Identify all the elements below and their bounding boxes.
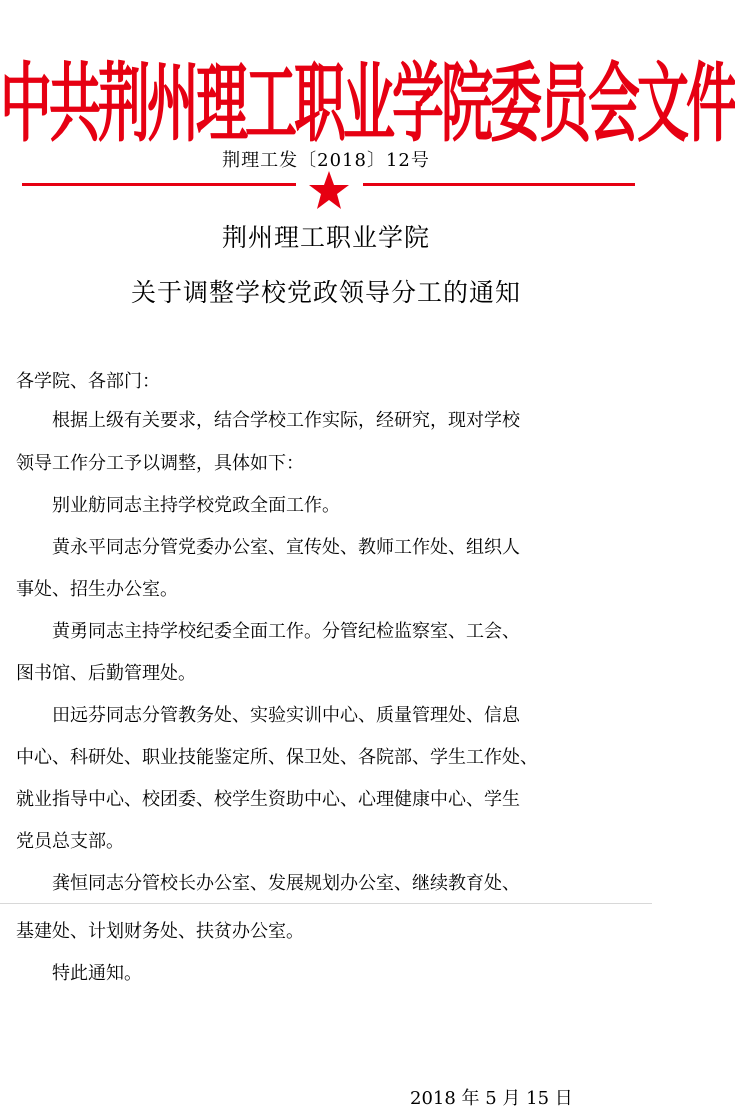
- red-rule-left: [22, 183, 296, 186]
- paragraph-line: 黄勇同志主持学校纪委全面工作。分管纪检监察室、工会、: [52, 621, 520, 642]
- paragraph-line: 田远芬同志分管教务处、实验实训中心、质量管理处、信息: [52, 705, 520, 726]
- red-rule-right: [363, 183, 635, 186]
- closing-line: 特此通知。: [52, 963, 142, 984]
- page-break-divider: [0, 903, 652, 904]
- paragraph-line: 基建处、计划财务处、扶贫办公室。: [16, 921, 304, 942]
- masthead: 中共荆州理工职业学院委员会文件: [0, 55, 735, 155]
- paragraph-line: 领导工作分工予以调整，具体如下：: [16, 453, 304, 474]
- title-school-name: 荆州理工职业学院: [221, 223, 430, 252]
- document-number: 荆理工发〔2018〕12号: [222, 150, 430, 171]
- paragraph-line: 根据上级有关要求，结合学校工作实际，经研究，现对学校: [52, 410, 520, 431]
- paragraph-line: 中心、科研处、职业技能鉴定所、保卫处、各院部、学生工作处、: [16, 747, 538, 768]
- paragraph-line: 事处、招生办公室。: [16, 579, 178, 600]
- title-notice-subject: 关于调整学校党政领导分工的通知: [130, 278, 521, 307]
- paragraph-line: 图书馆、后勤管理处。: [16, 663, 196, 684]
- issue-date: 2018 年 5 月 15 日: [410, 1088, 573, 1109]
- paragraph-line: 黄永平同志分管党委办公室、宣传处、教师工作处、组织人: [52, 537, 520, 558]
- paragraph-line: 就业指导中心、校团委、校学生资助中心、心理健康中心、学生: [16, 789, 520, 810]
- paragraph-line: 党员总支部。: [16, 831, 124, 852]
- salutation: 各学院、各部门：: [16, 371, 160, 392]
- paragraph-line: 龚恒同志分管校长办公室、发展规划办公室、继续教育处、: [52, 873, 520, 894]
- red-star-icon: [308, 170, 350, 210]
- paragraph-line: 别业舫同志主持学校党政全面工作。: [52, 495, 340, 516]
